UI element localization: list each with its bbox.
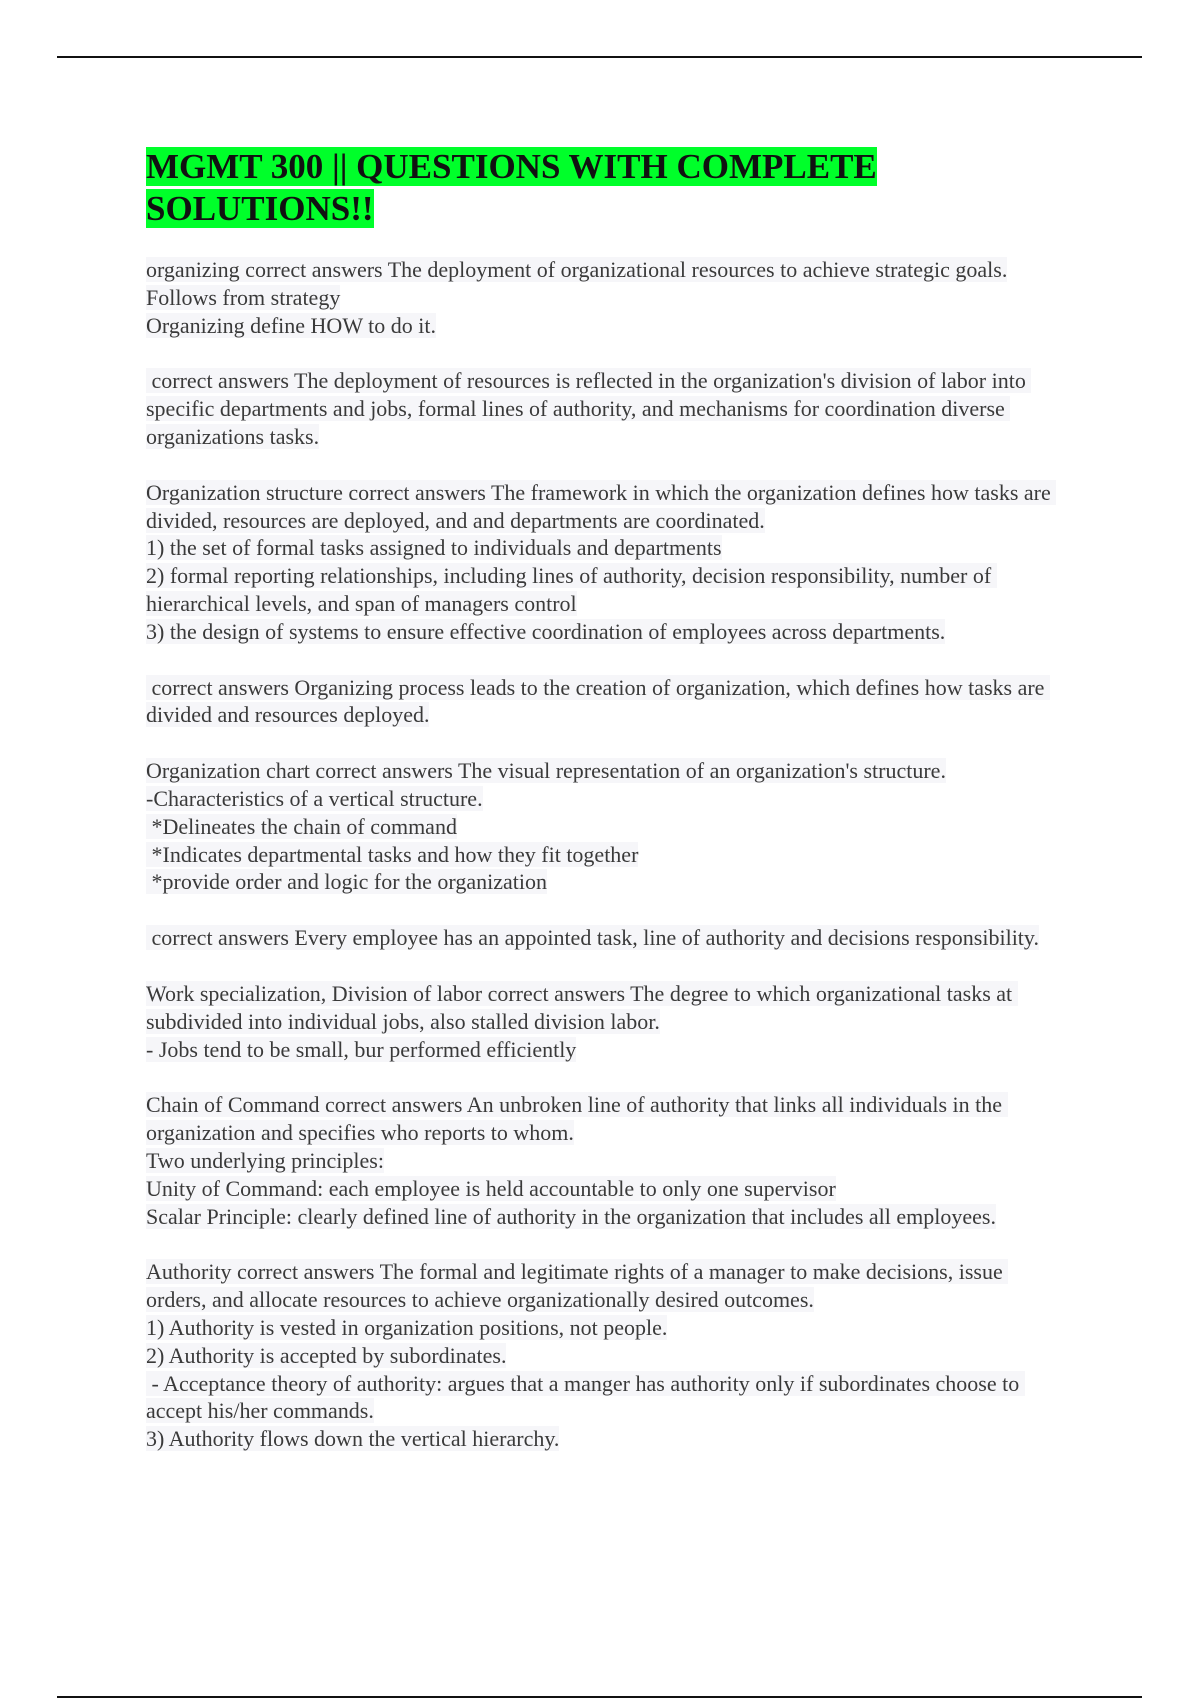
- qa-line: [146, 1370, 1066, 1426]
- qa-line-text: 1) the set of formal tasks assigned to individuals and departments: [146, 535, 722, 561]
- document-title: MGMT 300 || QUESTIONS WITH COMPLETE SOLUTIONS!!: [146, 147, 877, 228]
- qa-line-text: Authority correct answers The formal and legitimate rights of a manager to make decisions, issue orders, and allocate resources to achieve organizationally desired outcomes.: [146, 1259, 1009, 1313]
- qa-entry: [146, 980, 1066, 1063]
- qa-line-text: 3) the design of systems to ensure effective coordination of employees across departments.: [146, 618, 946, 644]
- qa-line: [146, 1342, 1066, 1370]
- qa-line: [146, 312, 1066, 340]
- qa-line-text: Organizing define HOW to do it.: [146, 312, 437, 338]
- bottom-rule: [57, 1696, 1142, 1698]
- qa-entry: [146, 674, 1066, 730]
- qa-line: [146, 924, 1066, 952]
- qa-line-text: Organization structure correct answers The framework in which the organization defines how tasks are divided, resources are deployed, and and departments are coordinated.: [146, 479, 1057, 533]
- qa-line: [146, 674, 1066, 730]
- qa-line-text: Work specialization, Division of labor correct answers The degree to which organizational tasks at subdivided into individual jobs, also stalled division labor.: [146, 980, 1018, 1034]
- qa-line-text: correct answers The deployment of resources is reflected in the organization's division of labor into specific departments and jobs, formal lines of authority, and mechanisms for coordination diverse organizations tasks.: [146, 368, 1032, 449]
- qa-line: [146, 1314, 1066, 1342]
- qa-line: [146, 841, 1066, 869]
- qa-line-text: *Delineates the chain of command: [146, 813, 457, 839]
- document-body: [146, 146, 1066, 1481]
- qa-line-text: *Indicates departmental tasks and how they fit together: [146, 841, 639, 867]
- qa-line: [146, 1425, 1066, 1453]
- qa-line-text: - Acceptance theory of authority: argues that a manger has authority only if subordinates choose to accept his/her commands.: [146, 1370, 1025, 1424]
- qa-line-text: Follows from strategy: [146, 284, 341, 310]
- qa-line-text: Unity of Command: each employee is held accountable to only one supervisor: [146, 1175, 836, 1201]
- qa-line-text: Two underlying principles:: [146, 1147, 384, 1173]
- qa-line-text: Chain of Command correct answers An unbroken line of authority that links all individuals in the organization and specifies who reports to whom.: [146, 1092, 1008, 1146]
- qa-entry: [146, 924, 1066, 952]
- qa-line: [146, 284, 1066, 312]
- qa-line: [146, 256, 1066, 284]
- qa-line-text: 2) Authority is accepted by subordinates.: [146, 1342, 507, 1368]
- qa-line-text: *provide order and logic for the organization: [146, 869, 547, 895]
- qa-entry: [146, 479, 1066, 646]
- qa-entry: [146, 1091, 1066, 1230]
- qa-line: [146, 1147, 1066, 1175]
- qa-line: [146, 479, 1066, 535]
- qa-line-text: organizing correct answers The deployment of organizational resources to achieve strategic goals.: [146, 257, 1008, 282]
- qa-line-text: - Jobs tend to be small, bur performed efficiently: [146, 1036, 577, 1062]
- qa-line-text: 2) formal reporting relationships, including lines of authority, decision responsibility, number of hierarchical levels, and span of managers control: [146, 563, 997, 616]
- qa-entry: [146, 757, 1066, 896]
- qa-line: [146, 868, 1066, 896]
- qa-line-text: correct answers Organizing process leads to the creation of organization, which defines how tasks are divided and resources deployed.: [146, 674, 1050, 728]
- qa-line: [146, 1091, 1066, 1147]
- qa-entry: [146, 1258, 1066, 1453]
- qa-line: [146, 785, 1066, 813]
- qa-entry: [146, 367, 1066, 450]
- qa-list: [146, 256, 1066, 1453]
- qa-entry: [146, 256, 1066, 339]
- qa-line: [146, 367, 1066, 450]
- qa-line-text: 1) Authority is vested in organization positions, not people.: [146, 1314, 668, 1340]
- qa-line: [146, 1036, 1066, 1064]
- qa-line-text: correct answers Every employee has an appointed task, line of authority and decisions responsibility.: [146, 925, 1039, 951]
- qa-line: [146, 980, 1066, 1036]
- top-rule: [57, 56, 1142, 58]
- qa-line: [146, 562, 1066, 618]
- qa-line-text: Scalar Principle: clearly defined line of authority in the organization that includes all employees.: [146, 1203, 996, 1229]
- qa-line-text: Organization chart correct answers The visual representation of an organization's structure.: [146, 758, 946, 784]
- qa-line: [146, 813, 1066, 841]
- qa-line-text: 3) Authority flows down the vertical hierarchy.: [146, 1426, 560, 1452]
- qa-line: [146, 1203, 1066, 1231]
- qa-line: [146, 757, 1066, 785]
- qa-line: [146, 534, 1066, 562]
- qa-line-text: -Characteristics of a vertical structure.: [146, 785, 483, 811]
- qa-line: [146, 618, 1066, 646]
- qa-line: [146, 1258, 1066, 1314]
- qa-line: [146, 1175, 1066, 1203]
